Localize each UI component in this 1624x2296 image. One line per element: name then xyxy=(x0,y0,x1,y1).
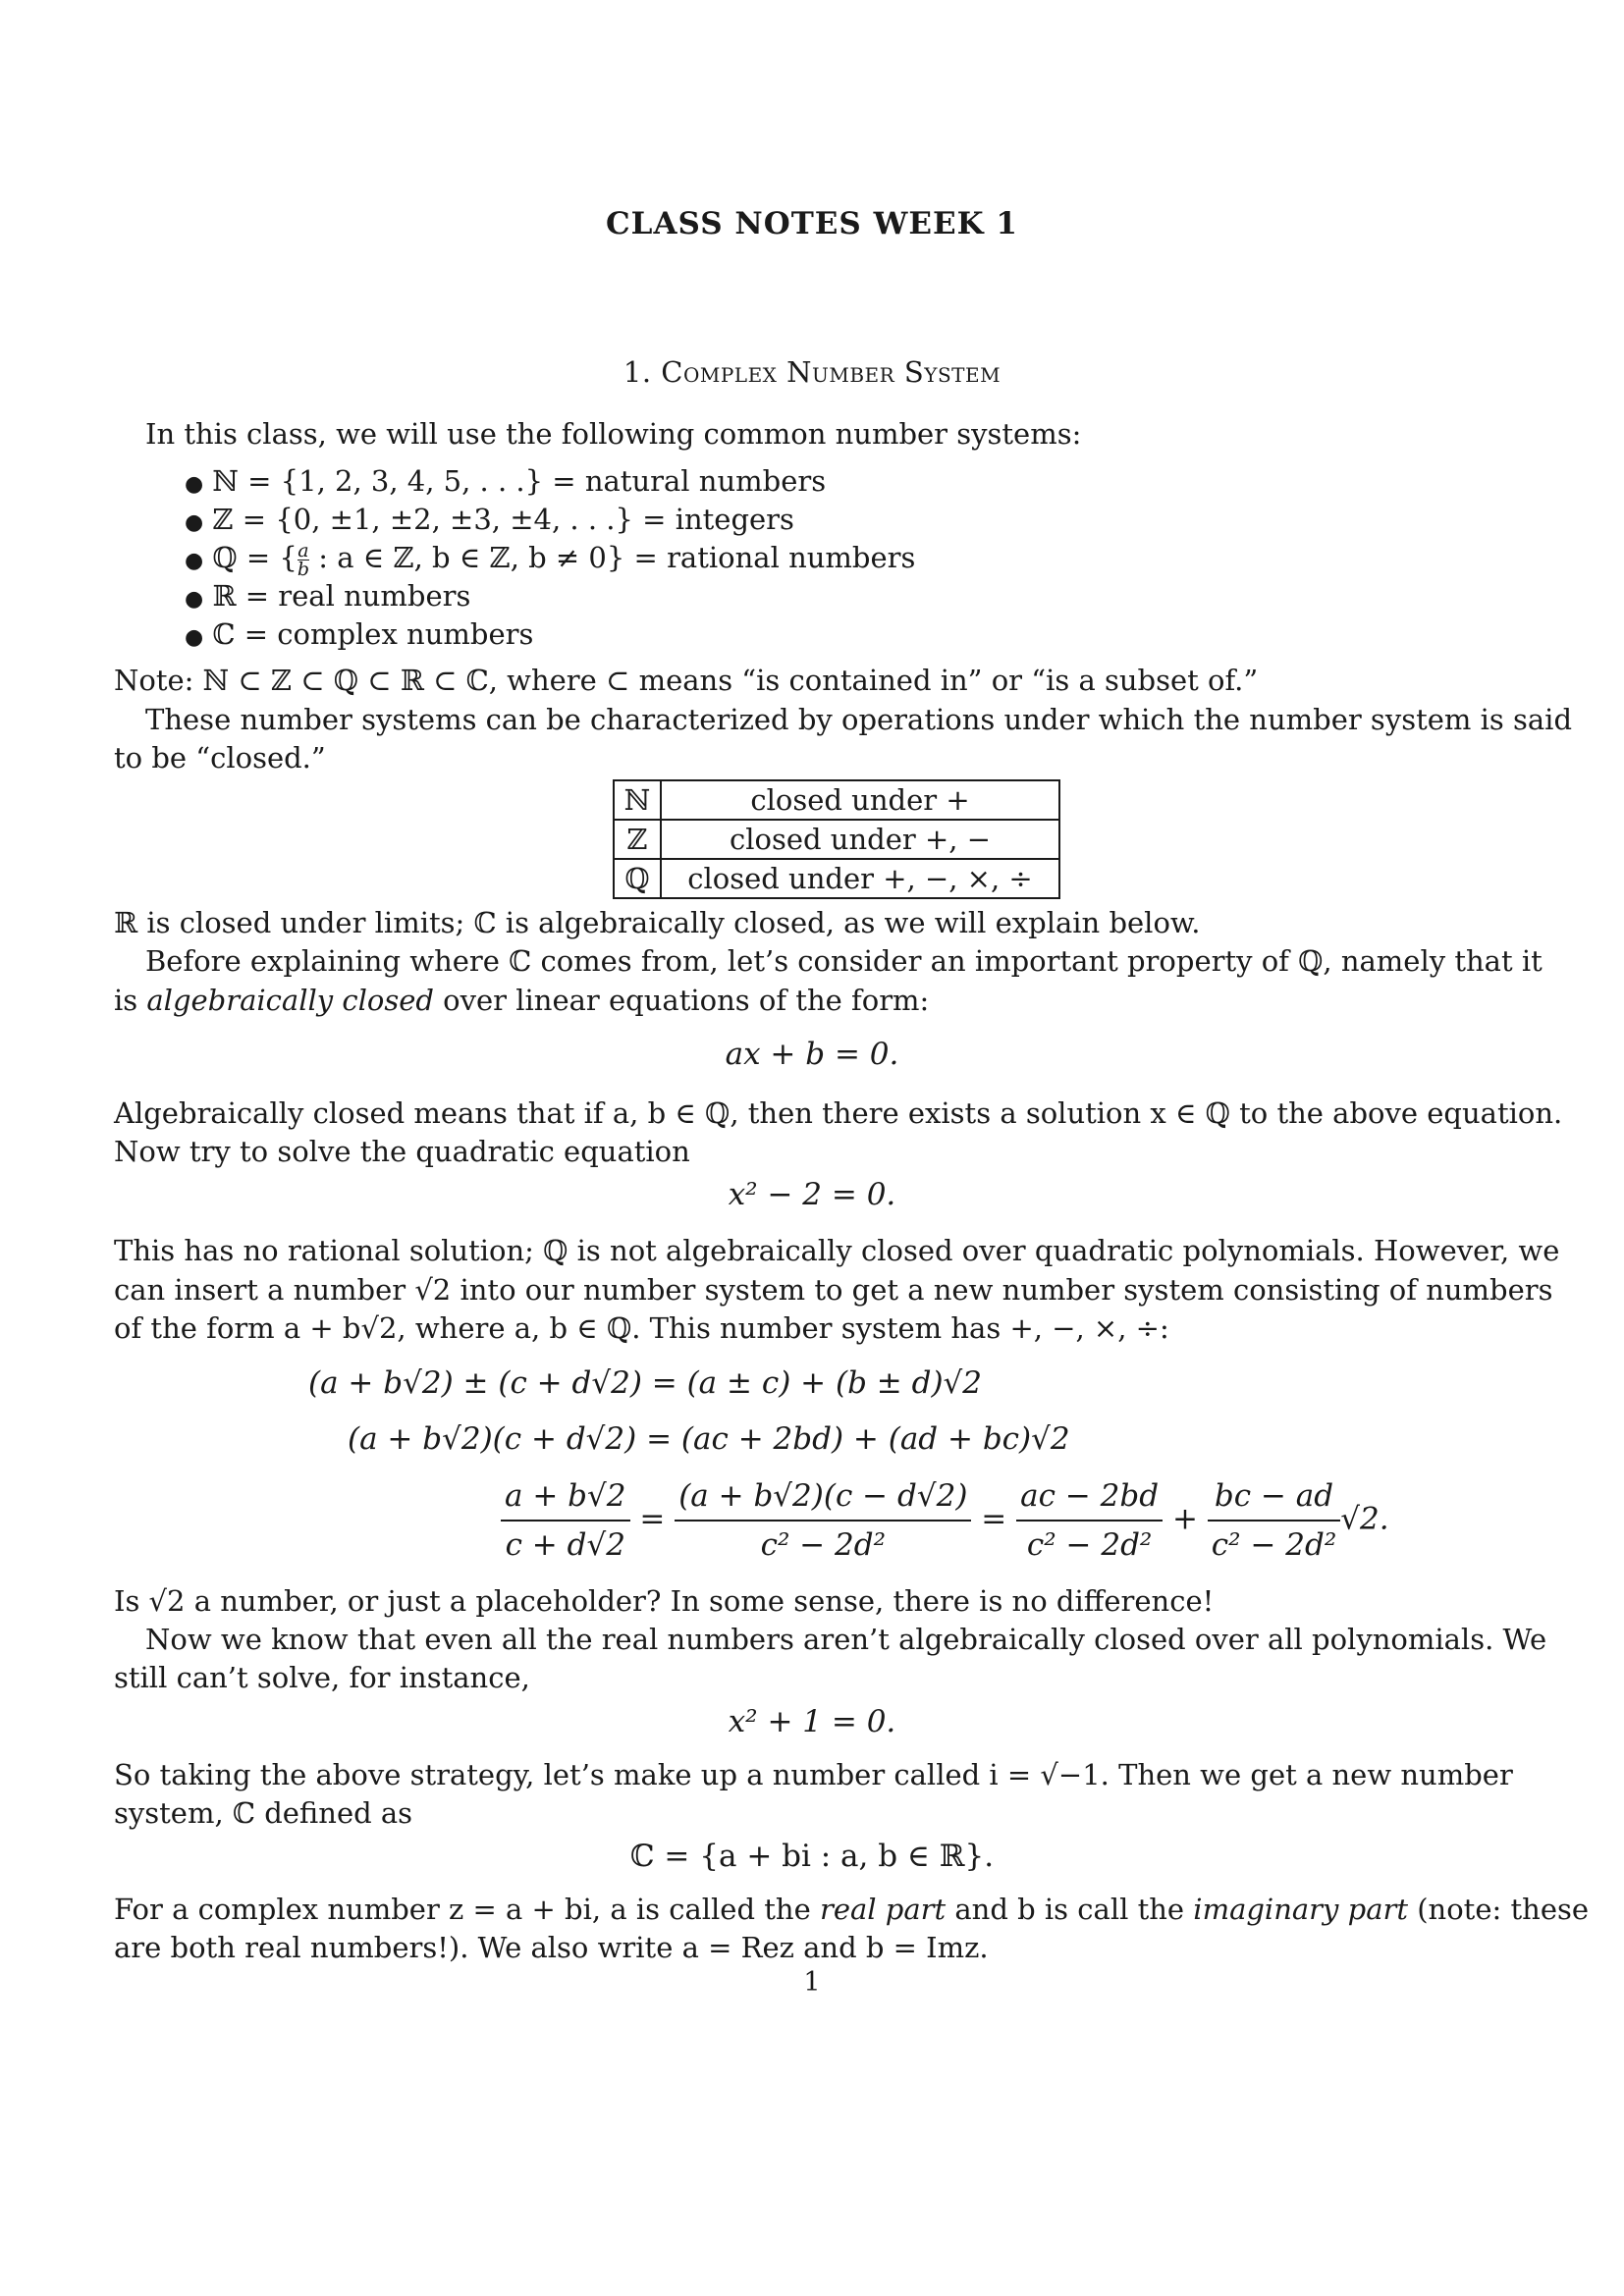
fraction-denominator: c + d√2 xyxy=(505,1527,625,1563)
bullet-lhs-post: : a ∈ ℤ, b ∈ ℤ, b ≠ 0} = xyxy=(309,541,658,574)
plus-sign: + xyxy=(1171,1501,1198,1537)
note-symbol: ⊂ xyxy=(606,664,630,697)
table-cell-set: ℕ xyxy=(614,780,661,820)
bullet-icon: ● xyxy=(185,549,204,573)
before-line-2-post: over linear equations of the form: xyxy=(443,984,930,1017)
bullet-list xyxy=(185,461,915,653)
real-paragraph-line-2: still can’t solve, for instance, xyxy=(114,1661,530,1694)
list-item xyxy=(185,614,915,653)
bullet-lhs: ℂ = xyxy=(212,617,269,651)
sqrt-tail: √2. xyxy=(1340,1501,1389,1537)
fraction-denominator: c² − 2d² xyxy=(760,1527,887,1563)
equation-imaginary: x² + 1 = 0. xyxy=(728,1704,896,1739)
emphasis-imaginary-part: imaginary part xyxy=(1193,1893,1409,1926)
inline-fraction xyxy=(297,539,310,580)
table-row xyxy=(614,780,1059,820)
equation-multiplication: (a + b√2)(c + d√2) = (ac + 2bd) + (ad + bc)√2 xyxy=(348,1421,1070,1457)
equation-quadratic: x² − 2 = 0. xyxy=(728,1177,896,1212)
final-line-1-pre: For a complex number z = a + bi, a is called the xyxy=(114,1893,811,1926)
before-line-2-pre: is xyxy=(114,984,138,1017)
note-chain: ℕ ⊂ ℤ ⊂ ℚ ⊂ ℝ ⊂ ℂ, xyxy=(202,664,498,697)
emphasis-real-part: real part xyxy=(819,1893,947,1926)
closure-table xyxy=(613,779,1060,899)
norational-line-1: This has no rational solution; ℚ is not algebraically closed over quadratic polynomials. However, we xyxy=(114,1234,1560,1267)
table-row xyxy=(614,820,1059,859)
table-row xyxy=(614,859,1059,898)
fraction-numerator: ac − 2bd xyxy=(1016,1476,1163,1522)
fraction-sqrt-part xyxy=(1208,1476,1340,1565)
alg-paragraph-line-1: Algebraically closed means that if a, b ∈ ℚ, then there exists a solution x ∈ ℚ to the above equation. xyxy=(114,1096,1563,1130)
table-cell-desc: closed under +, − xyxy=(661,820,1059,859)
emphasis-algebraically-closed: algebraically closed xyxy=(146,984,434,1017)
bullet-icon: ● xyxy=(185,587,204,612)
section-heading xyxy=(0,355,1624,389)
bullet-icon: ● xyxy=(185,472,204,497)
section-title: Complex Number System xyxy=(661,355,1001,389)
equals-sign: = xyxy=(639,1501,666,1537)
fraction-real-part xyxy=(1016,1476,1163,1565)
list-item xyxy=(185,538,916,580)
equation-division xyxy=(501,1476,1389,1565)
list-item xyxy=(185,576,915,614)
final-paragraph-line-1 xyxy=(114,1890,1589,1929)
final-line-1-post: (note: these xyxy=(1417,1893,1590,1926)
fraction-numerator: a + b√2 xyxy=(501,1476,630,1522)
bullet-lhs: ℝ = xyxy=(212,579,270,613)
fraction-denominator: c² − 2d² xyxy=(1211,1527,1337,1563)
norational-line-3: of the form a + b√2, where a, b ∈ ℚ. This number system has +, −, ×, ÷: xyxy=(114,1311,1169,1345)
final-line-1-mid: and b is call the xyxy=(954,1893,1185,1926)
bullet-text: real numbers xyxy=(278,579,471,613)
table-cell-set: ℤ xyxy=(614,820,661,859)
section-number: 1. xyxy=(623,355,652,389)
table-cell-desc: closed under +, −, ×, ÷ xyxy=(661,859,1059,898)
final-paragraph-line-2: are both real numbers!). We also write a = Rez and b = Imz. xyxy=(114,1931,989,1964)
strategy-line-1: So taking the above strategy, let’s make up a number called i = √−1. Then we get a new number xyxy=(114,1758,1513,1791)
equation-addition: (a + b√2) ± (c + d√2) = (a ± c) + (b ± d)√2 xyxy=(308,1365,983,1401)
real-paragraph-line-1: Now we know that even all the real numbers aren’t algebraically closed over all polynomials. We xyxy=(145,1623,1547,1656)
document-title: CLASS NOTES WEEK 1 xyxy=(605,206,1018,241)
page-number: 1 xyxy=(803,1967,821,1998)
fraction-numerator: (a + b√2)(c − d√2) xyxy=(675,1476,971,1522)
equals-sign: = xyxy=(981,1501,1007,1537)
intro-paragraph: In this class, we will use the following common number systems: xyxy=(145,417,1082,451)
bullet-lhs-pre: ℚ = { xyxy=(212,541,298,574)
fraction-numerator: bc − ad xyxy=(1208,1476,1340,1522)
note-text-1: where xyxy=(507,664,597,697)
before-paragraph-line-2 xyxy=(114,981,929,1020)
fraction-lhs xyxy=(501,1476,630,1565)
bullet-lhs: ℕ = {1, 2, 3, 4, 5, . . .} = xyxy=(212,464,576,498)
equation-linear: ax + b = 0. xyxy=(725,1037,899,1072)
bullet-lhs: ℤ = {0, ±1, ±2, ±3, ±4, . . .} = xyxy=(212,503,667,536)
bullet-text: natural numbers xyxy=(584,464,827,498)
alg-paragraph-line-2: Now try to solve the quadratic equation xyxy=(114,1135,690,1168)
note-line xyxy=(114,661,1258,700)
note-text-2: means “is contained in” or “is a subset of.” xyxy=(638,664,1259,697)
fraction-denominator: b xyxy=(297,558,310,580)
strategy-line-2: system, ℂ defined as xyxy=(114,1796,413,1830)
table-cell-desc: closed under + xyxy=(661,780,1059,820)
closed-paragraph-line-2: to be “closed.” xyxy=(114,741,326,774)
equation-complex-definition: ℂ = {a + bi : a, b ∈ ℝ}. xyxy=(629,1839,995,1874)
table-cell-set: ℚ xyxy=(614,859,661,898)
bullet-icon: ● xyxy=(185,510,204,535)
note-label: Note: xyxy=(114,664,194,697)
list-item xyxy=(185,500,915,538)
limits-line: ℝ is closed under limits; ℂ is algebraically closed, as we will explain below. xyxy=(114,906,1201,939)
closed-paragraph-line-1: These number systems can be characterized by operations under which the number system is said xyxy=(145,703,1573,736)
bullet-icon: ● xyxy=(185,625,204,650)
fraction-denominator: c² − 2d² xyxy=(1026,1527,1153,1563)
bullet-text: rational numbers xyxy=(667,541,916,574)
norational-line-2: can insert a number √2 into our number system to get a new number system consisting of numbers xyxy=(114,1273,1553,1307)
bullet-text: integers xyxy=(675,503,794,536)
bullet-text: complex numbers xyxy=(277,617,534,651)
list-item xyxy=(185,461,915,500)
fraction-conjugate xyxy=(675,1476,971,1565)
before-paragraph-line-1: Before explaining where ℂ comes from, let’s consider an important property of ℚ, namely that it xyxy=(145,944,1543,978)
placeholder-line: Is √2 a number, or just a placeholder? In some sense, there is no difference! xyxy=(114,1584,1215,1618)
fraction-numerator: a xyxy=(298,539,309,561)
